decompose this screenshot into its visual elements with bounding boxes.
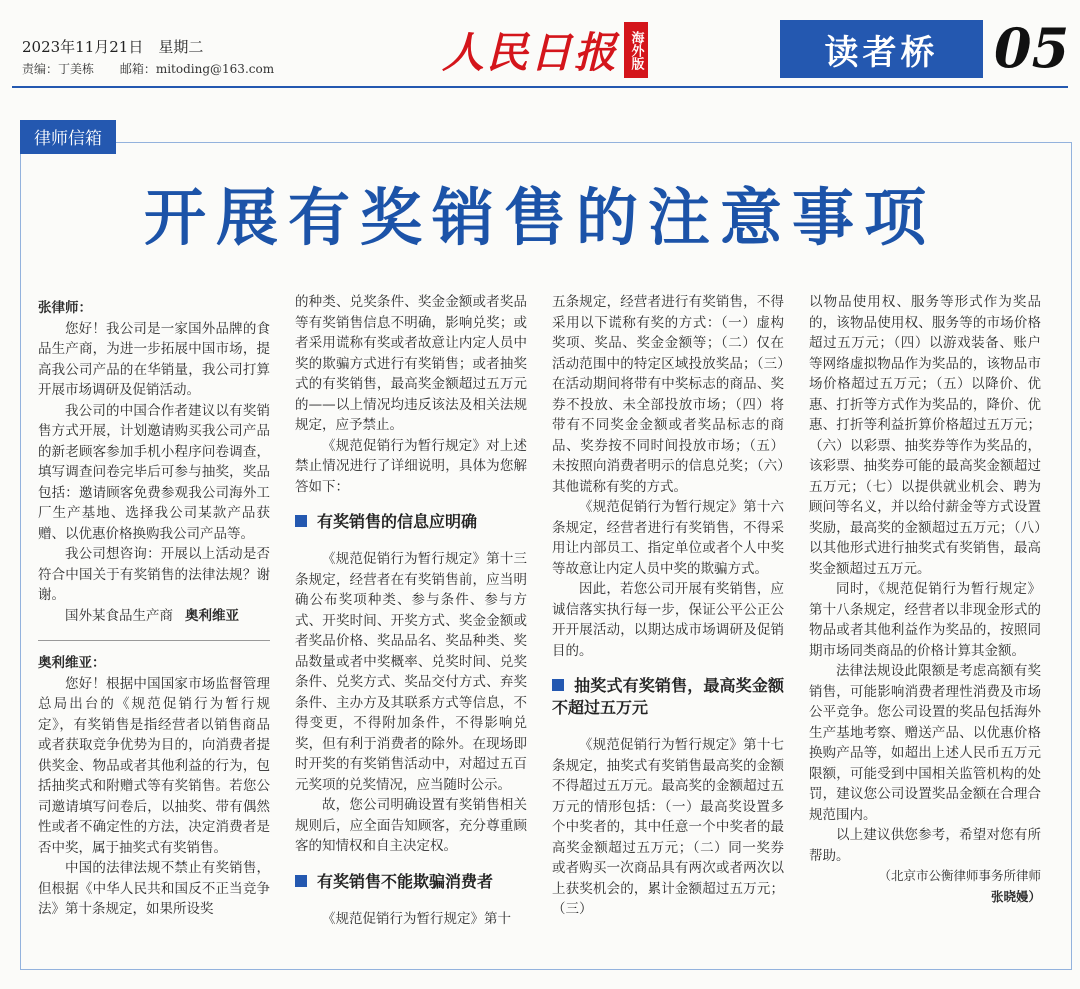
text-column-2 [295,292,527,929]
letter-signoff-name: 奥利维亚 [185,607,239,624]
subheading-no-deception [295,871,527,893]
author-credit [809,866,1041,907]
subheading-text: 有奖销售不能欺骗消费者 [317,871,494,891]
reply-paragraph: 以上建议供您参考，希望对您有所帮助。 [809,827,1041,864]
credit-name: 张晓嫚） [990,888,1041,904]
square-bullet-icon [295,515,307,527]
reply-paragraph: 《规范促销行为暂行规定》第十七条规定，抽奖式有奖销售最高奖的金额不得超过五万元。最高奖的金额超过五万元的情形包括：（一）最高奖设置多个中奖者的，其中任意一个中奖者的最高奖金额超过五万元；（二）同一奖券或者购买一次商品具有两次或者两次以上获奖机会的，累计金额超过五万元；（三） [552,737,784,917]
masthead-title: 人民日报 [442,28,619,77]
reply-paragraph: 法律法规设此限额是考虑高额有奖销售，可能影响消费者理性消费及市场公平竞争。您公司设置的奖品包括海外生产基地考察、赠送产品、以优惠价格换购产品等，如超出上述人民币五万元限额，可能受到中国相关监管机构的处罚，建议您公司设置奖品金额在合理合规范围内。 [809,663,1041,823]
reply-paragraph: 《规范促销行为暂行规定》第十三条规定，经营者在有奖销售前，应当明确公布奖项种类、参与条件、参与方式、开奖时间、开奖方式、奖金金额或者奖品价格、奖品品名、奖品种类、奖品数量或者中奖概率、兑奖时间、兑奖条件、兑奖方式、奖品交付方式、弃奖条件、主办方及其联系方式等信息，不得变更，不得附加条件，不得影响兑奖，但有利于消费者的除外。在现场即时开奖的有奖销售活动中，对超过五百元奖项的兑奖情况，应当随时公示。 [295,551,527,793]
subheading-text: 抽奖式有奖销售，最高奖金额不超过五万元 [552,676,784,717]
letter-signoff-org: 国外某食品生产商 [65,607,173,624]
header-rule [12,86,1068,88]
subheading-text: 有奖销售的信息应明确 [317,512,478,531]
reply-paragraph: 五条规定，经营者进行有奖销售，不得采用以下谎称有奖的方式：（一）虚构奖项、奖品、奖金金额等；（二）仅在活动范围中的特定区域投放奖品；（三）在活动期间将带有中奖标志的商品、奖券不投放、未全部投放市场；（四）将带有不同奖金金额或者奖品标志的商品、奖券按不同时间投放市场；（五）未按照向消费者明示的信息兑奖；（六）其他谎称有奖的方式。 [552,294,784,495]
issue-date: 2023年11月21日 星期二 [22,38,204,56]
editor-email: 邮箱：mitoding@163.com [119,62,275,76]
section-divider [38,640,270,641]
letter-paragraph: 我公司的中国合作者建议以有奖销售方式开展，计划邀请购买我公司产品的新老顾客参加手机小程序问卷调查，填写调查问卷完毕后可参与抽奖，奖品包括：邀请顾客免费参观我公司海外工厂生产基地、选择我公司某款产品获赠、以优惠价格换购我公司产品等。 [38,402,270,542]
credit-org: （北京市公衡律师事务所律师 [878,868,1041,883]
reply-paragraph: 中国的法律法规不禁止有奖销售，但根据《中华人民共和国反不正当竞争法》第十条规定，如果所设奖 [38,860,270,917]
square-bullet-icon [552,679,564,691]
edition-badge: 海外版 [624,22,648,78]
section-name: 读者桥 [780,20,983,78]
reply-paragraph: 《规范促销行为暂行规定》对上述禁止情况进行了详细说明，具体为您解答如下： [295,437,527,495]
square-bullet-icon [295,875,307,887]
letter-signoff [38,606,270,627]
masthead-logo [442,20,648,80]
subheading-info-clear [295,511,527,533]
editor-line [22,60,296,77]
reply-paragraph: 您好！根据中国国家市场监督管理总局出台的《规范促销行为暂行规定》，有奖销售是指经营者以销售商品或者获取竞争优势为目的，向消费者提供奖金、物品或者其他利益的行为，包括抽奖式和附赠式等有奖销售。若您公司邀请填写问卷后，以抽奖、带有偶然性或者不确定性的方法，决定消费者是否中奖，属于抽奖式有奖销售。 [38,675,270,856]
reply-paragraph: 因此，若您公司开展有奖销售，应诚信落实执行每一步，保证公平公正公开开展活动，以期达成市场调研及促销目的。 [552,581,784,659]
reply-paragraph: 《规范促销行为暂行规定》第十六条规定，经营者进行有奖销售，不得采用让内部员工、指定单位或者个人中奖等故意让内定人员中奖的欺骗方式。 [552,499,784,577]
letter-paragraph: 您好！我公司是一家国外品牌的食品生产商，为进一步拓展中国市场，提高我公司产品的在华销量，我公司打算开展市场调研及促销活动。 [38,320,270,398]
reply-paragraph: 《规范促销行为暂行规定》第十 [322,910,511,927]
letter-paragraph: 我公司想咨询：开展以上活动是否符合中国关于有奖销售的法律法规？谢谢。 [38,546,270,603]
article-headline: 开展有奖销售的注意事项 [143,181,936,254]
column-tag: 律师信箱 [20,120,116,154]
editor-name: 责编：丁美栋 [22,62,95,76]
text-column-1 [38,292,270,920]
page-number: 05 [994,16,1070,80]
letter-salutation: 张律师： [38,300,92,316]
reply-paragraph: 以物品使用权、服务等形式作为奖品的，该物品使用权、服务等的市场价格超过五万元；（四）以游戏装备、账户等网络虚拟物品作为奖品的，该物品市场价格超过五万元；（五）以降价、优惠、打折等方式作为奖品的，降价、优惠、打折等利益折算价格超过五万元；（六）以彩票、抽奖券等作为奖品的，该彩票、抽奖券可能的最高奖金额超过五万元；（七）以提供就业机会、聘为顾问等名义，并以给付薪金等方式设置奖励，最高奖的金额超过五万元；（八）以其他形式进行抽奖式有奖销售，最高奖金额超过五万元。 [809,294,1041,577]
reply-salutation: 奥利维亚： [38,655,106,671]
subheading-prize-limit [552,675,784,719]
text-column-4 [809,292,1041,907]
reply-paragraph: 的种类、兑奖条件、奖金金额或者奖品等有奖销售信息不明确，影响兑奖；或者采用谎称有奖或者故意让内定人员中奖的欺骗方式进行有奖销售；或者抽奖式的有奖销售，最高奖金额超过五万元的——以上情况均违反该法及相关法规规定，应予禁止。 [295,294,527,433]
reply-paragraph: 故，您公司明确设置有奖销售相关规则后，应全面告知顾客，充分尊重顾客的知情权和自主决定权。 [295,797,527,854]
reply-paragraph: 同时，《规范促销行为暂行规定》第十八条规定，经营者以非现金形式的物品或者其他利益作为奖品的，按照同期市场同类商品的价格计算其金额。 [809,581,1041,659]
text-column-3 [552,292,784,920]
